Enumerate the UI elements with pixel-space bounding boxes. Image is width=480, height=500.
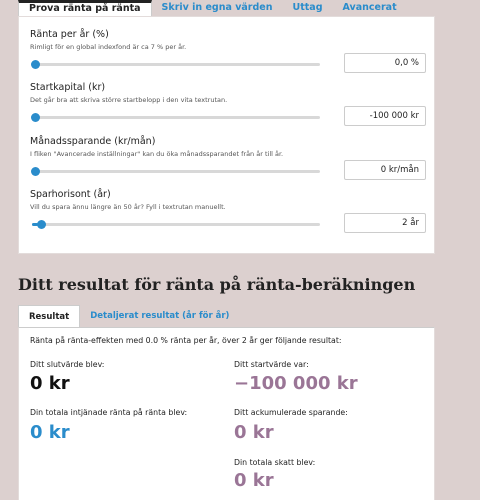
results-card xyxy=(18,327,435,500)
results-intro: Ränta på ränta-effekten med 0.0 % ränta per år, över 2 år ger följande resultat: xyxy=(30,336,342,345)
savings-label: Ditt ackumulerade sparande: xyxy=(234,408,348,417)
manadssparande-slider[interactable] xyxy=(32,170,320,173)
field-startkapital xyxy=(30,82,426,126)
interest-label: Din totala intjänade ränta på ränta blev: xyxy=(30,408,188,417)
field-sparhorisont xyxy=(30,189,426,233)
field-label: Sparhorisont (år) xyxy=(30,189,111,200)
field-help: I fliken "Avancerade inställningar" kan du öka månadssparandet från år till år. xyxy=(30,150,284,158)
final-value: 0 kr xyxy=(30,373,70,394)
field-label: Startkapital (kr) xyxy=(30,82,106,93)
tab-prova-ranta[interactable]: Prova ränta på ränta xyxy=(18,0,152,16)
results-tabs xyxy=(18,305,239,327)
calculator-tabs xyxy=(18,0,407,16)
startkapital-slider[interactable] xyxy=(32,116,320,119)
field-manadssparande xyxy=(30,136,426,180)
sparhorisont-input[interactable]: 2 år xyxy=(344,213,426,233)
tab-avancerat[interactable]: Avancerat xyxy=(342,2,397,13)
tab-detaljerat-resultat[interactable]: Detaljerat resultat (år för år) xyxy=(90,311,230,321)
interest-value: 0 kr xyxy=(30,422,70,443)
field-label: Ränta per år (%) xyxy=(30,29,109,40)
manadssparande-input[interactable]: 0 kr/mån xyxy=(344,160,426,180)
tab-skriv-egna-varden[interactable]: Skriv in egna värden xyxy=(161,2,273,13)
startkapital-slider-thumb[interactable] xyxy=(31,113,40,122)
tab-uttag[interactable]: Uttag xyxy=(292,2,323,13)
field-help: Det går bra att skriva större startbelopp i den vita textrutan. xyxy=(30,96,228,104)
field-help: Rimligt för en global indexfond är ca 7 % per år. xyxy=(30,43,187,51)
tab-resultat[interactable]: Resultat xyxy=(18,305,80,327)
startkapital-input[interactable]: -100 000 kr xyxy=(344,106,426,126)
final-value-label: Ditt slutvärde blev: xyxy=(30,360,105,369)
tax-label: Din totala skatt blev: xyxy=(234,458,316,467)
results-heading: Ditt resultat för ränta på ränta-beräkningen xyxy=(18,275,416,294)
field-help: Vill du spara ännu längre än 50 år? Fyll i textrutan manuellt. xyxy=(30,203,226,211)
sparhorisont-slider-thumb[interactable] xyxy=(37,220,46,229)
sparhorisont-slider[interactable] xyxy=(32,223,320,226)
start-value-label: Ditt startvärde var: xyxy=(234,360,309,369)
ranta-slider[interactable] xyxy=(32,63,320,66)
ranta-slider-thumb[interactable] xyxy=(31,60,40,69)
input-card xyxy=(18,16,435,254)
ranta-input[interactable]: 0,0 % xyxy=(344,53,426,73)
start-value: −100 000 kr xyxy=(234,373,358,394)
tax-value: 0 kr xyxy=(234,470,274,491)
savings-value: 0 kr xyxy=(234,422,274,443)
manadssparande-slider-thumb[interactable] xyxy=(31,167,40,176)
field-ranta xyxy=(30,29,426,73)
field-label: Månadssparande (kr/mån) xyxy=(30,136,156,147)
